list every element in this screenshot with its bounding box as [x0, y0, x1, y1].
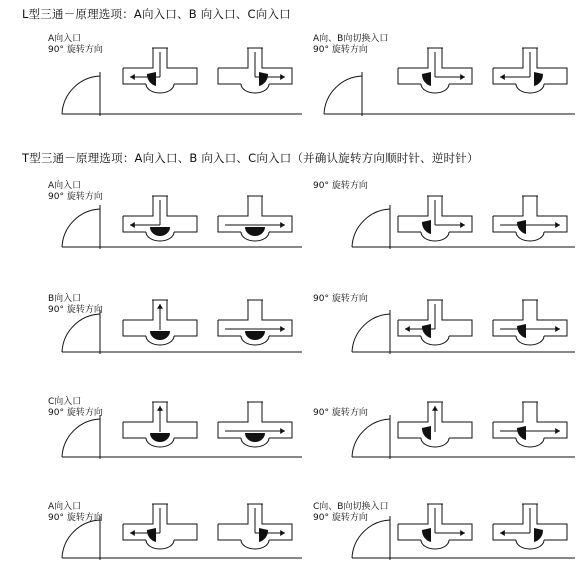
- pipe-wall: [493, 422, 516, 438]
- ball-housing: [146, 84, 174, 93]
- pipe-wall: [218, 504, 248, 524]
- ball: [150, 433, 170, 442]
- ball-housing: [516, 438, 544, 447]
- rotation-arc: [62, 209, 100, 247]
- pipe-wall: [123, 48, 153, 68]
- ball: [245, 331, 265, 340]
- flow-arrow: [432, 406, 438, 411]
- pipe-wall: [493, 216, 516, 232]
- pipe-wall: [218, 320, 241, 336]
- flow-arrow: [460, 74, 465, 80]
- pipe-wall: [167, 300, 197, 336]
- label-line: A向入口: [48, 34, 82, 44]
- rotation-arc: [62, 76, 100, 114]
- label-line: C向入口: [48, 397, 82, 407]
- pipe-wall: [398, 402, 428, 422]
- ball: [534, 528, 543, 542]
- pipe-wall: [123, 422, 146, 438]
- pipe-wall: [262, 196, 292, 232]
- ball-housing: [516, 84, 544, 93]
- pipe-wall: [442, 196, 472, 232]
- pipe-wall: [398, 300, 428, 320]
- label-line: 90° 旋转方向: [313, 45, 368, 55]
- pipe-wall: [167, 402, 197, 438]
- pipe-wall: [398, 504, 428, 524]
- label-line: 90° 旋转方向: [313, 181, 368, 191]
- ball: [259, 72, 268, 86]
- pipe-wall: [442, 48, 472, 84]
- ball: [517, 220, 526, 234]
- ball-housing: [421, 438, 449, 447]
- pipe-wall: [167, 48, 197, 84]
- pipe-wall: [218, 402, 248, 422]
- rotation-arc: [352, 520, 390, 558]
- flow-arrow: [460, 530, 465, 536]
- ball-housing: [241, 84, 269, 93]
- pipe-wall: [262, 300, 292, 336]
- label-line: 90° 旋转方向: [48, 513, 103, 523]
- pipe-wall: [123, 402, 153, 422]
- flow-arrow: [130, 530, 135, 536]
- pipe-wall: [537, 402, 567, 438]
- label-line: 90° 旋转方向: [313, 294, 368, 304]
- pipe-wall: [398, 196, 428, 216]
- ball: [150, 331, 170, 340]
- pipe-wall: [218, 216, 241, 232]
- label-line: 90° 旋转方向: [48, 192, 103, 202]
- ball: [517, 324, 526, 338]
- ball: [150, 227, 170, 236]
- ball: [422, 426, 431, 440]
- ball-housing: [421, 232, 449, 241]
- label-line: 90° 旋转方向: [48, 305, 103, 315]
- label-line: 90° 旋转方向: [48, 45, 103, 55]
- flow-arrow: [157, 304, 163, 309]
- rotation-arc: [62, 314, 100, 352]
- pipe-wall: [218, 48, 248, 68]
- flow-arrow: [500, 74, 505, 80]
- ball: [147, 72, 156, 86]
- pipe-wall: [398, 48, 428, 68]
- pipe-wall: [167, 196, 197, 232]
- ball: [422, 324, 431, 338]
- flow-arrow: [555, 222, 560, 228]
- rotation-arc: [324, 76, 362, 114]
- rotation-arc: [352, 419, 390, 457]
- flow-arrow: [130, 222, 135, 228]
- flow-arrow: [280, 222, 285, 228]
- pipe-wall: [218, 300, 248, 320]
- flow-arrow: [555, 428, 560, 434]
- t-type-heading: T型三通－原理选项：A向入口、B 向入口、C向入口（并确认旋转方向顺时针、逆时针）: [22, 151, 479, 165]
- ball-housing: [421, 84, 449, 93]
- pipe-wall: [398, 68, 421, 84]
- pipe-wall: [167, 504, 197, 540]
- pipe-wall: [218, 422, 241, 438]
- flow-arrow: [500, 530, 505, 536]
- pipe-wall: [442, 504, 472, 540]
- pipe-wall: [493, 504, 523, 524]
- pipe-wall: [442, 402, 472, 438]
- label-line: 90° 旋转方向: [313, 408, 368, 418]
- pipe-wall: [218, 196, 248, 216]
- ball-housing: [516, 232, 544, 241]
- ball: [245, 433, 265, 442]
- pipe-wall: [123, 320, 146, 336]
- ball: [422, 72, 431, 86]
- ball: [245, 227, 265, 236]
- pipe-wall: [442, 300, 472, 336]
- pipe-wall: [398, 216, 421, 232]
- label-line: 90° 旋转方向: [313, 513, 368, 523]
- flow-arrow: [280, 428, 285, 434]
- flow-arrow: [130, 74, 135, 80]
- label-line: B向入口: [48, 294, 82, 304]
- rotation-arc: [352, 209, 390, 247]
- flow-arrow: [405, 326, 410, 332]
- ball: [147, 528, 156, 542]
- ball: [422, 220, 431, 234]
- flow-arrow: [280, 74, 285, 80]
- ball: [534, 72, 543, 86]
- flow-arrow: [280, 530, 285, 536]
- flow-arrow: [280, 326, 285, 332]
- l-type-heading: L型三通－原理选项：A向入口、B 向入口、C向入口: [22, 7, 291, 21]
- pipe-wall: [398, 422, 421, 438]
- ball-housing: [146, 540, 174, 549]
- pipe-wall: [123, 504, 153, 524]
- pipe-wall: [123, 300, 153, 320]
- pipe-wall: [493, 402, 523, 422]
- rotation-arc: [62, 520, 100, 558]
- pipe-wall: [537, 196, 567, 232]
- label-line: 90° 旋转方向: [48, 408, 103, 418]
- rotation-arc: [352, 314, 390, 352]
- label-line: A向入口: [48, 502, 82, 512]
- pipe-wall: [493, 300, 523, 320]
- label-line: A向、B向切换入口: [313, 34, 389, 44]
- pipe-wall: [493, 320, 516, 336]
- ball-housing: [421, 540, 449, 549]
- rotation-arc: [62, 419, 100, 457]
- ball: [259, 528, 268, 542]
- pipe-wall: [218, 524, 241, 540]
- ball-housing: [241, 540, 269, 549]
- pipe-wall: [537, 300, 567, 336]
- label-line: C向、B向切换入口: [313, 502, 389, 512]
- pipe-wall: [493, 48, 523, 68]
- flow-arrow: [460, 222, 465, 228]
- ball: [517, 426, 526, 440]
- pipe-wall: [218, 68, 241, 84]
- ball: [422, 528, 431, 542]
- ball-housing: [421, 336, 449, 345]
- label-line: A向入口: [48, 181, 82, 191]
- pipe-wall: [398, 524, 421, 540]
- pipe-wall: [123, 196, 153, 216]
- flow-arrow: [157, 406, 163, 411]
- flow-arrow: [555, 326, 560, 332]
- ball-housing: [516, 336, 544, 345]
- pipe-wall: [493, 196, 523, 216]
- pipe-wall: [262, 402, 292, 438]
- ball-housing: [516, 540, 544, 549]
